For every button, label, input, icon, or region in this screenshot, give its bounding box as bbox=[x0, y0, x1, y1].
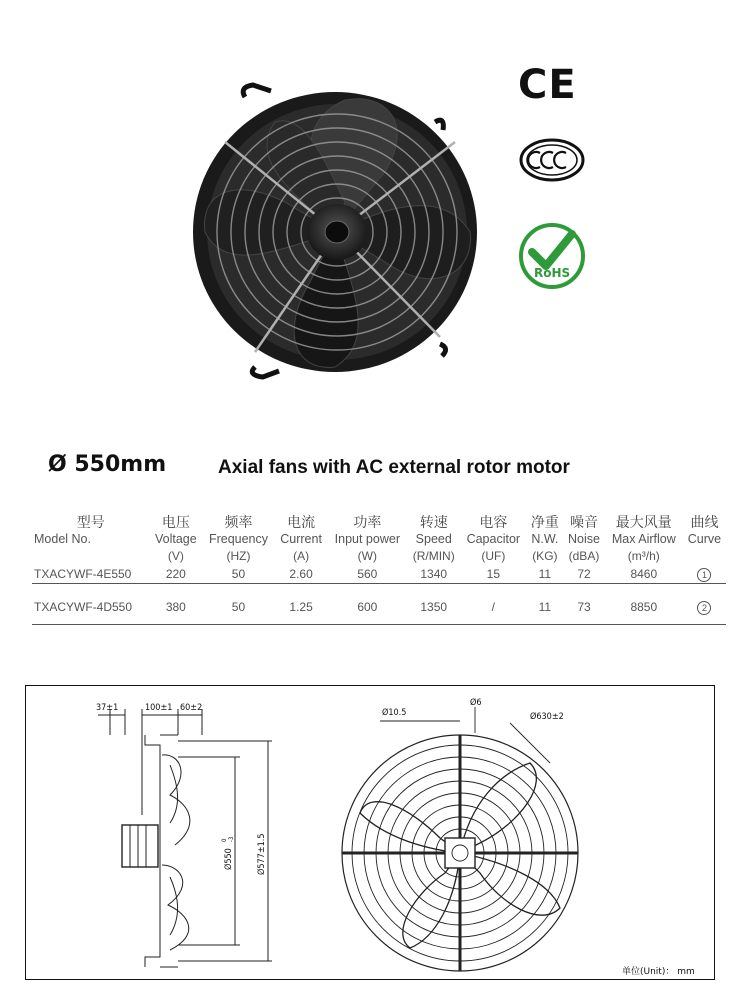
rohs-badge bbox=[518, 222, 586, 290]
cell-power: 600 bbox=[327, 584, 407, 625]
cell-frequency: 50 bbox=[202, 584, 275, 625]
col-frequency: 频率 Frequency (HZ) bbox=[208, 514, 269, 563]
dim-550: Ø550 bbox=[224, 848, 234, 870]
col-model: 型号 Model No. bbox=[34, 514, 105, 546]
dim-slot: Ø6 bbox=[470, 698, 482, 708]
cell-airflow: 8460 bbox=[605, 565, 683, 584]
ce-mark: CE bbox=[518, 62, 577, 108]
rohs-label: RoHS bbox=[534, 266, 571, 280]
cell-voltage: 220 bbox=[150, 565, 203, 584]
col-curve: 曲线 Curve bbox=[687, 514, 722, 546]
cell-speed: 1340 bbox=[407, 565, 460, 584]
cell-noise: 72 bbox=[563, 565, 604, 584]
table-row bbox=[32, 584, 726, 625]
cell-capacitor: / bbox=[460, 584, 526, 625]
col-current: 电流 Current (A) bbox=[280, 514, 322, 563]
col-weight: 净重 N.W. (KG) bbox=[530, 514, 559, 563]
cell-model: TXACYWF-4E550 bbox=[32, 565, 150, 584]
spec-table bbox=[32, 514, 726, 625]
dim-577: Ø577±1.5 bbox=[257, 833, 267, 875]
unit-note: 单位(Unit)： mm bbox=[622, 967, 695, 977]
cell-model: TXACYWF-4D550 bbox=[32, 584, 150, 625]
fan-product-photo bbox=[185, 82, 485, 382]
dim-outer: Ø630±2 bbox=[530, 712, 564, 722]
side-view-drawing bbox=[50, 695, 310, 975]
table-header-row bbox=[32, 514, 726, 565]
cell-weight: 11 bbox=[526, 584, 563, 625]
dim-37: 37±1 bbox=[96, 703, 119, 713]
cell-airflow: 8850 bbox=[605, 584, 683, 625]
col-voltage: 电压 Voltage (V) bbox=[154, 514, 197, 563]
cell-curve bbox=[683, 584, 726, 625]
product-subtitle: Axial fans with AC external rotor motor bbox=[218, 457, 570, 478]
cell-power: 560 bbox=[327, 565, 407, 584]
dim-100: 100±1 bbox=[145, 703, 173, 713]
front-view-drawing bbox=[320, 693, 620, 978]
col-input-power: 功率 Input power (W) bbox=[334, 514, 400, 563]
ccc-certification-icon bbox=[518, 137, 586, 183]
table-row bbox=[32, 565, 726, 584]
cell-weight: 11 bbox=[526, 565, 563, 584]
col-speed: 转速 Speed (R/MIN) bbox=[412, 514, 455, 563]
cell-voltage: 380 bbox=[150, 584, 203, 625]
col-capacitor: 电容 Capacitor (UF) bbox=[466, 514, 521, 563]
cell-noise: 73 bbox=[563, 584, 604, 625]
col-noise: 噪音 Noise (dBA) bbox=[568, 514, 600, 563]
dim-hole: Ø10.5 bbox=[382, 708, 407, 718]
dim-550-tol-upper: 0 bbox=[221, 838, 228, 842]
cell-current: 1.25 bbox=[275, 584, 328, 625]
col-airflow: 最大风量 Max Airflow (m³/h) bbox=[611, 514, 676, 563]
cell-capacitor: 15 bbox=[460, 565, 526, 584]
dim-60: 60±2 bbox=[180, 703, 203, 713]
curve-number: 1 bbox=[697, 568, 711, 582]
dim-550-tol: -3 bbox=[228, 836, 235, 842]
curve-number: 2 bbox=[697, 601, 711, 615]
diameter-title: Ø 550mm bbox=[48, 452, 167, 477]
cell-current: 2.60 bbox=[275, 565, 328, 584]
cell-curve bbox=[683, 565, 726, 584]
cell-frequency: 50 bbox=[202, 565, 275, 584]
cell-speed: 1350 bbox=[407, 584, 460, 625]
